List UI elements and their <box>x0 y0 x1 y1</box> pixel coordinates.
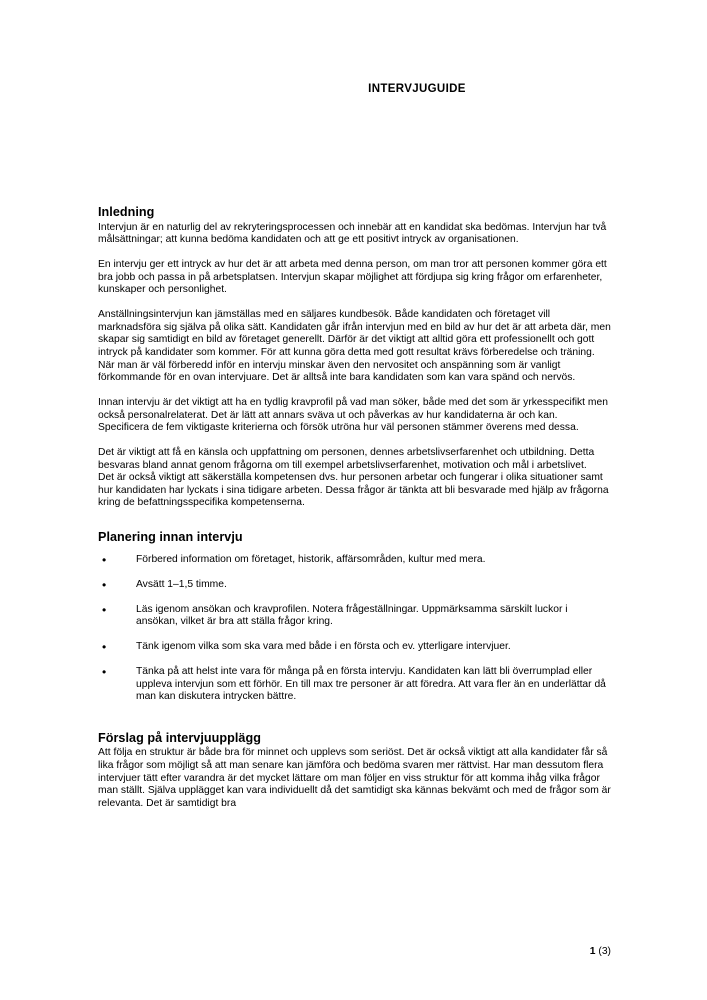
list-item-label: Tänk igenom vilka som ska vara med både i en första och ev. ytterligare intervjuer. <box>136 641 511 653</box>
list-item-label: Avsätt 1–1,5 timme. <box>136 578 227 590</box>
section-inledning <box>98 205 611 510</box>
page-footer <box>98 945 611 958</box>
list-item <box>98 641 611 654</box>
paragraph: Innan intervju är det viktigt att ha en tydlig kravprofil på vad man söker, både med det som är yrkesspecifikt men också personalrelaterat. Det är lätt att annars sväva ut och påverkas av hur kandidaterna är och kan. Specificera de fem viktigaste kriterierna och försök utröna hur väl personen stämmer överens med dessa. <box>98 397 608 434</box>
document-title: INTERVJUGUIDE <box>368 83 466 95</box>
footer-page-total: (3) <box>598 946 611 957</box>
paragraph: Det är också viktigt att säkerställa kompetensen dvs. hur personen arbetar och fungerar i olika situationer samt hur kandidaten har lyckats i sina tidigare arbeten. Dessa frågor är tänkta att bli besvarade med hjälp av frågorna kring de befattningsspecifika kompetenserna. <box>98 472 609 509</box>
planering-bullet-list <box>98 554 611 704</box>
paragraph: Att följa en struktur är både bra för minnet och upplevs som seriöst. Det är också viktigt att alla kandidater får så lika frågor som möjligt så att man senare kan jämföra och bedöma svaren mer rättvist. Har man dessutom flera intervjuer tätt efter varandra är det mycket lättare om man följer en viss struktur för att komma ihåg vilka frågor man ställt. Själva upplägget kan vara individuellt då det samtidigt ska kännas bekvämt och med de frågor som är relevanta. Det är samtidigt bra <box>98 747 611 809</box>
list-item-label: Förbered information om företaget, historik, affärsområden, kultur med mera. <box>136 553 486 565</box>
footer-page-number: 1 <box>589 946 596 957</box>
list-item <box>98 604 611 629</box>
list-item-label: Läs igenom ansökan och kravprofilen. Notera frågeställningar. Uppmärksamma särskilt luckor i ansökan, vilket är bra att ställa frågor kring. <box>136 603 568 628</box>
bullet-icon: • <box>102 640 107 655</box>
section-planering <box>98 530 611 704</box>
section-heading-inledning: Inledning <box>98 205 155 219</box>
paragraph: En intervju ger ett intryck av hur det är att arbeta med denna person, om man tror att personen kommer göra ett bra jobb och passa in på arbetsplatsen. Intervjun skapar möjlighet att fördjupa sig kring frågor om erfarenheter, kunskaper och personlighet. <box>98 259 607 296</box>
bullet-icon: • <box>102 577 107 592</box>
paragraph: Intervjun är en naturlig del av rekryteringsprocessen och innebär att en kandidat ska bedömas. Intervjun har två målsättningar; att kunna bedöma kandidaten och att ge ett positivt intryck av organisationen. <box>98 221 607 246</box>
bullet-icon: • <box>102 602 107 617</box>
list-item <box>98 666 611 704</box>
document-content <box>98 205 611 810</box>
section-heading-planering: Planering innan intervju <box>98 529 243 544</box>
bullet-icon: • <box>102 552 107 567</box>
section-heading-forslag: Förslag på intervjuupplägg <box>98 730 261 745</box>
bullet-icon: • <box>102 664 107 679</box>
section-forslag <box>98 731 611 811</box>
paragraph: Anställningsintervjun kan jämställas med en säljares kundbesök. Både kandidaten och företaget vill marknadsföra sig själva på olika sätt. Kandidaten går ifrån intervjun med en bild av hur det är att arbeta där, men skapar sig samtidigt en bild av företaget generellt. Därför är det viktigt att alltid göra ett professionellt och gott intryck på kandidater som kommer. För att kunna göra detta med gott resultat krävs förberedelse och träning. När man är väl förberedd inför en intervju minskar även den nervositet och anspänning som är vanligt förkommande för en ovan intervjuare. Det är alltså inte bara kandidaten som kan vara spänd och nervös. <box>98 309 611 384</box>
list-item <box>98 554 611 567</box>
list-item <box>98 579 611 592</box>
paragraph: Det är viktigt att få en känsla och uppfattning om personen, dennes arbetslivserfarenhet och utbildning. Detta besvaras bland annat genom frågorna om till exempel arbetslivserfarenhet, motivation och mål i arbetslivet. <box>98 447 595 471</box>
list-item-label: Tänka på att helst inte vara för många på en första intervju. Kandidaten kan lätt bli överrumplad eller uppleva intervjun som ett förhör. En till max tre personer är att föredra. Att vara fler än en underlättar då man kan diskutera intrycken bättre. <box>136 665 606 703</box>
